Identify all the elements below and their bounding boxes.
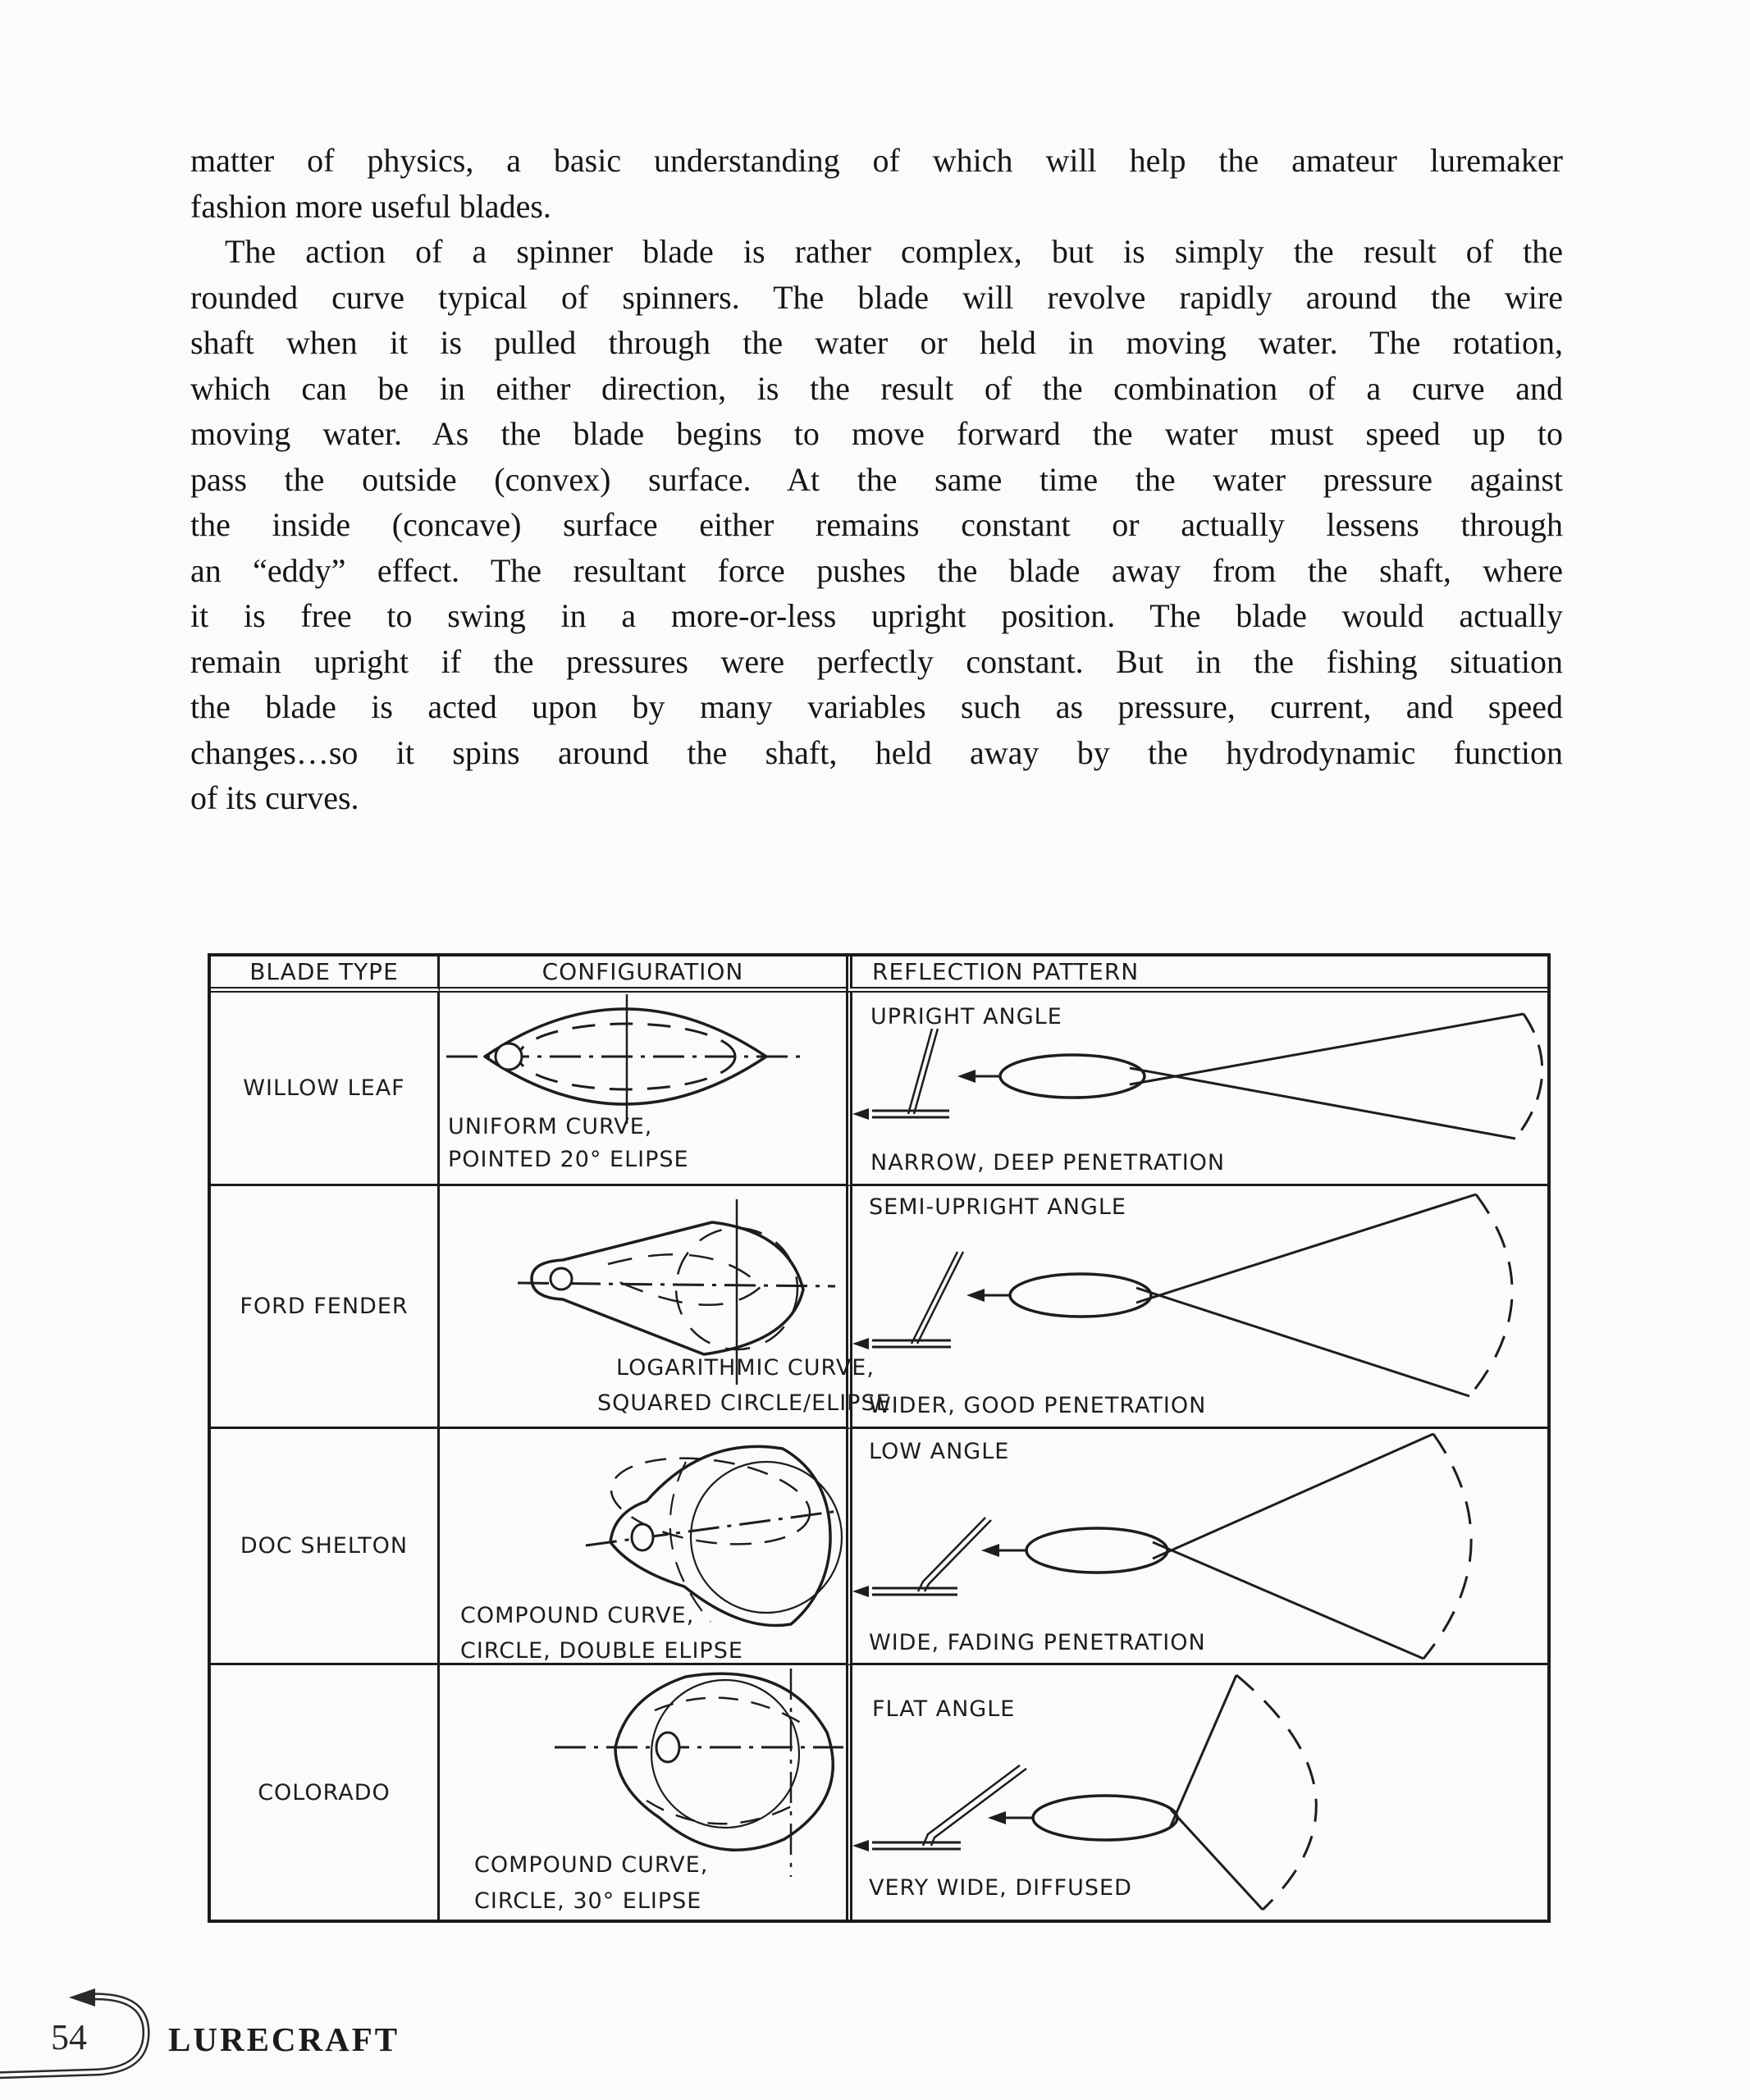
body-text: [190, 138, 1563, 821]
body-line: matter of physics, a basic understanding of which will help the amateur luremaker: [190, 142, 1563, 179]
reflection-diagram-semi-upright: [852, 1186, 1547, 1427]
book-title: LURECRAFT: [168, 2020, 400, 2058]
config-ford-fender: [440, 1186, 891, 1429]
reflection-caption: NARROW, DEEP PENETRATION: [870, 1150, 1226, 1176]
page-number: 54: [51, 2017, 87, 2057]
header-label: BLADE TYPE: [249, 958, 399, 985]
body-line: an “eddy” effect. The resultant force pushes the blade away from the shaft, where: [190, 551, 1563, 589]
body-line: the blade is acted upon by many variables such as pressure, current, and speed: [190, 688, 1563, 725]
reflection-cone: [1153, 1434, 1471, 1659]
header-label: REFLECTION PATTERN: [872, 958, 1140, 985]
header-blade-type: [211, 956, 440, 993]
blade-comparison-table: [208, 953, 1551, 1923]
reflection-diagram-low-angle: [852, 1429, 1547, 1663]
config-caption: CIRCLE, 30° ELIPSE: [474, 1888, 702, 1914]
config-willow-leaf: [440, 993, 846, 1186]
blade-type-doc-shelton: [211, 1429, 440, 1665]
colorado-drawing: [440, 1665, 846, 1917]
config-doc-shelton: [440, 1429, 846, 1665]
config-caption: CIRCLE, DOUBLE ELIPSE: [460, 1638, 743, 1664]
body-line: The action of a spinner blade is rather complex, but is simply the result of the: [225, 233, 1563, 270]
angle-label: UPRIGHT ANGLE: [870, 1004, 1062, 1029]
blade-type-willow-leaf: [211, 993, 440, 1186]
angle-label: LOW ANGLE: [869, 1439, 1010, 1464]
blade-type-label: COLORADO: [258, 1779, 391, 1806]
body-line: which can be in either direction, is the result of the combination of a curve and: [190, 369, 1563, 407]
blade-type-label: WILLOW LEAF: [243, 1075, 405, 1101]
header-configuration: [440, 956, 846, 993]
reflection-willow-leaf: [846, 993, 1547, 1186]
blade-type-label: FORD FENDER: [240, 1294, 409, 1319]
blade-angle-icon: [852, 1518, 991, 1597]
blade-type-colorado: [211, 1665, 440, 1920]
body-line: changes…so it spins around the shaft, held away by the hydrodynamic function: [190, 733, 1563, 771]
lure-body: [966, 1274, 1151, 1317]
config-caption: LOGARITHMIC CURVE,: [616, 1355, 875, 1381]
reflection-cone: [1130, 1014, 1542, 1139]
blade-angle-icon: [852, 1252, 963, 1349]
lure-body: [957, 1055, 1145, 1098]
body-line: remain upright if the pressures were perfectly constant. But in the fishing situation: [190, 642, 1563, 680]
header-reflection-pattern: [846, 956, 1547, 993]
config-colorado: [440, 1665, 846, 1920]
body-line: of its curves.: [190, 779, 359, 816]
body-line: it is free to swing in a more-or-less upright position. The blade would actually: [190, 597, 1563, 634]
config-caption: COMPOUND CURVE,: [474, 1852, 709, 1878]
config-caption: UNIFORM CURVE,: [448, 1114, 653, 1139]
header-label: CONFIGURATION: [541, 958, 744, 985]
reflection-colorado: [846, 1665, 1547, 1920]
reflection-caption: WIDE, FADING PENETRATION: [869, 1630, 1206, 1655]
angle-label: SEMI-UPRIGHT ANGLE: [869, 1194, 1126, 1220]
lure-body: [988, 1796, 1177, 1840]
blade-type-ford-fender: [211, 1186, 440, 1429]
blade-type-label: DOC SHELTON: [240, 1533, 409, 1559]
body-line: pass the outside (convex) surface. At the same time the water pressure against: [190, 460, 1563, 498]
blade-angle-icon: [852, 1765, 1026, 1851]
blade-angle-icon: [852, 1029, 949, 1120]
config-caption: COMPOUND CURVE,: [460, 1603, 695, 1628]
config-caption: POINTED 20° ELIPSE: [448, 1147, 689, 1172]
reflection-cone: [1136, 1194, 1512, 1396]
reflection-caption: VERY WIDE, DIFFUSED: [869, 1875, 1132, 1901]
body-line: moving water. As the blade begins to move forward the water must speed up to: [190, 415, 1563, 452]
body-line: shaft when it is pulled through the water or held in moving water. The rotation,: [190, 324, 1563, 361]
body-line: rounded curve typical of spinners. The blade will revolve rapidly around the wire: [190, 278, 1563, 316]
config-caption: SQUARED CIRCLE/ELIPSE: [597, 1390, 891, 1416]
reflection-cone: [1171, 1675, 1316, 1910]
lure-body: [981, 1528, 1167, 1573]
reflection-ford-fender: [846, 1186, 1547, 1429]
angle-label: FLAT ANGLE: [872, 1696, 1016, 1722]
body-line: the inside (concave) surface either remains constant or actually lessens through: [190, 506, 1563, 543]
reflection-caption: WIDER, GOOD PENETRATION: [869, 1393, 1207, 1418]
body-line: fashion more useful blades.: [190, 187, 551, 225]
reflection-doc-shelton: [846, 1429, 1547, 1665]
